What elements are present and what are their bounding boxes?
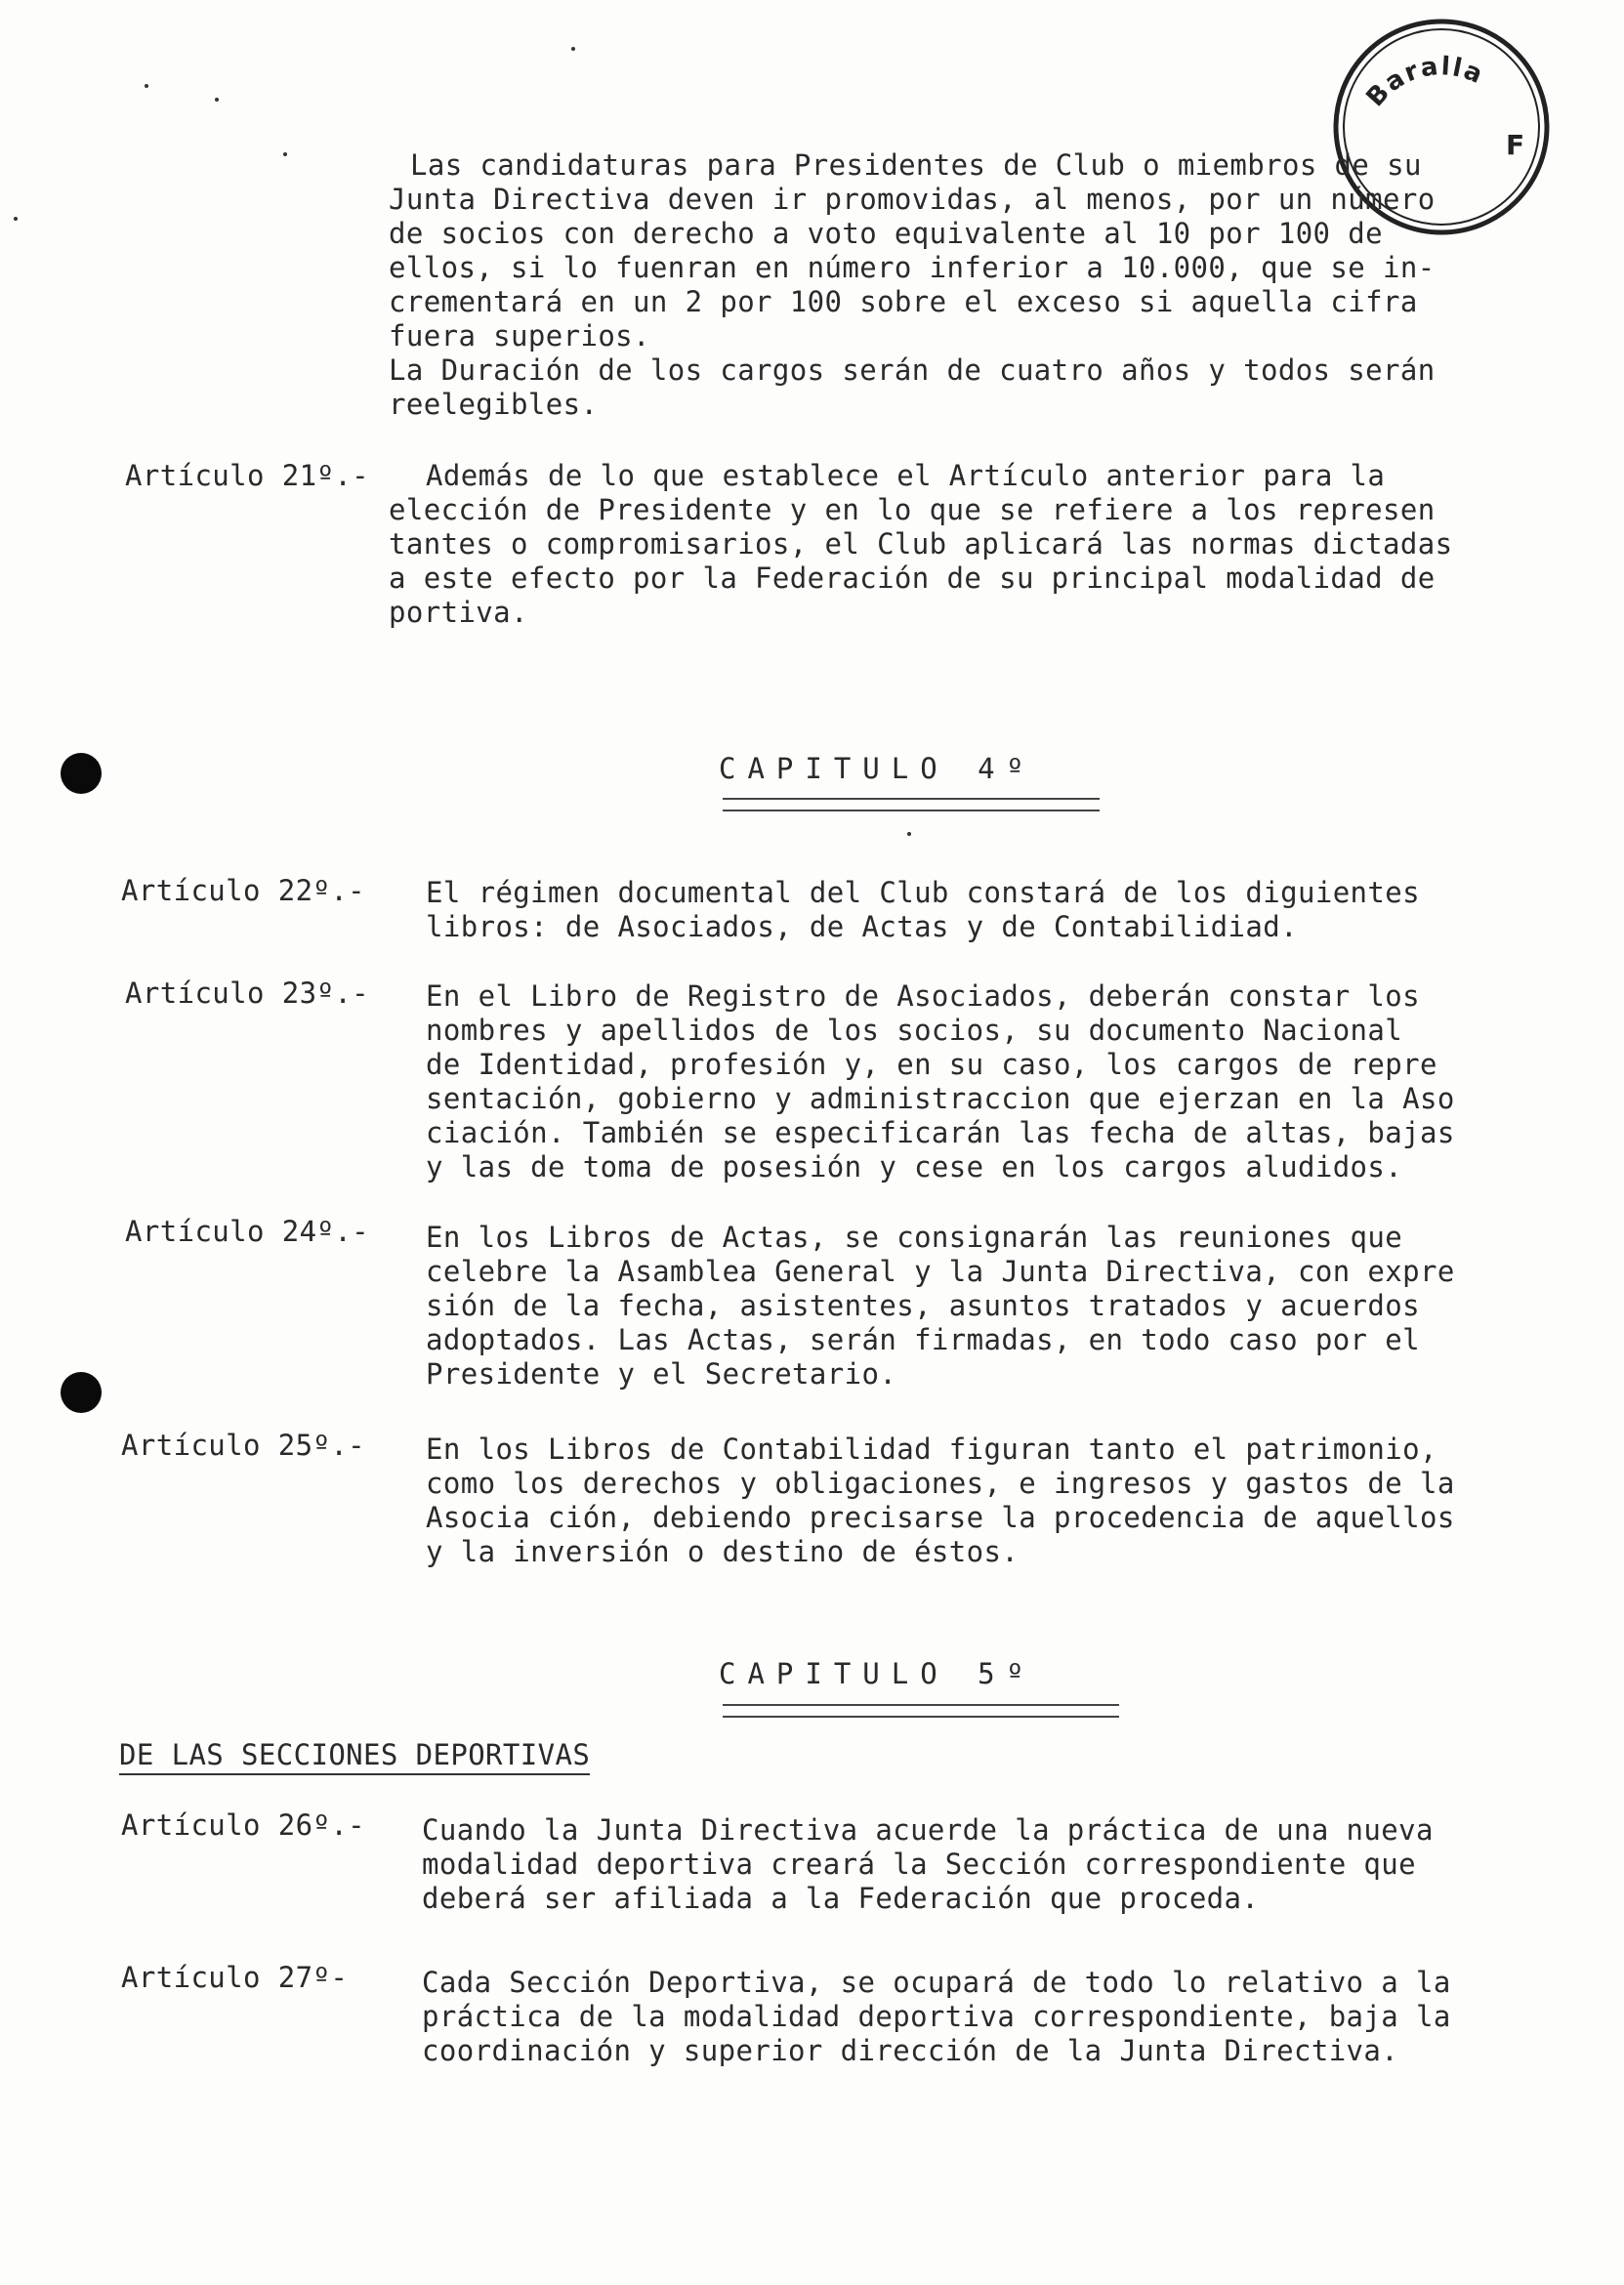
speck [215, 98, 219, 102]
text-line: En los Libros de Actas, se consignarán las reuniones que [426, 1221, 1403, 1254]
chapter-5-rule [723, 1704, 1119, 1718]
text-line: En el Libro de Registro de Asociados, deberán constar los [426, 979, 1420, 1013]
text-line: sión de la fecha, asistentes, asuntos tratados y acuerdos [426, 1289, 1420, 1322]
text-line: a este efecto por la Federación de su principal modalidad de [389, 561, 1436, 595]
text-line: Cuando la Junta Directiva acuerde la práctica de una nueva [422, 1813, 1434, 1847]
speck [907, 832, 911, 836]
text-line: La Duración de los cargos serán de cuatro años y todos serán [389, 353, 1436, 387]
speck [571, 47, 575, 51]
speck [283, 152, 287, 156]
text-line: celebre la Asamblea General y la Junta Directiva, con expre [426, 1255, 1455, 1288]
text-line: En los Libros de Contabilidad figuran tanto el patrimonio, [426, 1433, 1437, 1466]
text-line: adoptados. Las Actas, serán firmadas, en todo caso por el [426, 1323, 1420, 1356]
text-line: ellos, si lo fuenran en número inferior a 10.000, que se in- [389, 251, 1436, 284]
text-line: El régimen documental del Club constará de los diguientes [426, 876, 1420, 909]
text-line: nombres y apellidos de los socios, su documento Nacional [426, 1014, 1403, 1047]
text-line: Junta Directiva deven ir promovidas, al menos, por un número [389, 183, 1436, 216]
text-line: y la inversión o destino de éstos. [426, 1535, 1020, 1568]
speck [14, 217, 18, 221]
text-line: de Identidad, profesión y, en su caso, los cargos de repre [426, 1048, 1437, 1081]
text-line: elección de Presidente y en lo que se refiere a los represen [389, 493, 1436, 526]
article-label: Artículo 21º.- [125, 459, 370, 492]
text-line: como los derechos y obligaciones, e ingresos y gastos de la [426, 1467, 1455, 1500]
text-line: deberá ser afiliada a la Federación que proceda. [422, 1882, 1260, 1915]
text-line: Cada Sección Deportiva, se ocupará de todo lo relativo a la [422, 1966, 1451, 1999]
stamp-mark: F [1506, 129, 1525, 161]
article-label: Artículo 27º- [121, 1961, 349, 1994]
article-label: Artículo 22º.- [121, 874, 366, 907]
text-line: Las candidaturas para Presidentes de Club o miembros de su [410, 148, 1422, 182]
stamp-text: Baralla [1360, 52, 1489, 113]
speck [145, 84, 148, 88]
text-line: reelegibles. [389, 388, 599, 421]
chapter-4-title: CAPITULO 4º [719, 752, 1036, 785]
punch-hole-bottom [61, 1372, 102, 1413]
text-line: libros: de Asociados, de Actas y de Contabilidiad. [426, 910, 1298, 943]
punch-hole-top [61, 753, 102, 794]
text-line: práctica de la modalidad deportiva correspondiente, baja la [422, 2000, 1451, 2033]
chapter-5-title: CAPITULO 5º [719, 1657, 1036, 1690]
text-line: portiva. [389, 596, 528, 629]
text-line: y las de toma de posesión y cese en los cargos aludidos. [426, 1150, 1403, 1184]
chapter-4-rule [723, 798, 1100, 811]
text-line: Presidente y el Secretario. [426, 1357, 897, 1391]
section-title: DE LAS SECCIONES DEPORTIVAS [119, 1738, 590, 1775]
text-line: Asocia ción, debiendo precisarse la procedencia de aquellos [426, 1501, 1455, 1534]
text-line: crementará en un 2 por 100 sobre el exceso si aquella cifra [389, 285, 1418, 318]
article-label: Artículo 23º.- [125, 976, 370, 1010]
text-line: modalidad deportiva creará la Sección correspondiente que [422, 1848, 1416, 1881]
article-label: Artículo 24º.- [125, 1215, 370, 1248]
article-label: Artículo 25º.- [121, 1429, 366, 1462]
text-line: sentación, gobierno y administraccion que ejerzan en la Aso [426, 1082, 1455, 1115]
text-line: ciación. También se especificarán las fecha de altas, bajas [426, 1116, 1455, 1149]
text-line: tantes o compromisarios, el Club aplicará las normas dictadas [389, 527, 1453, 561]
text-line: fuera superios. [389, 319, 650, 353]
text-line: Además de lo que establece el Artículo anterior para la [426, 459, 1386, 492]
article-label: Artículo 26º.- [121, 1808, 366, 1842]
text-line: coordinación y superior dirección de la Junta Directiva. [422, 2034, 1399, 2067]
text-line: de socios con derecho a voto equivalente al 10 por 100 de [389, 217, 1383, 250]
